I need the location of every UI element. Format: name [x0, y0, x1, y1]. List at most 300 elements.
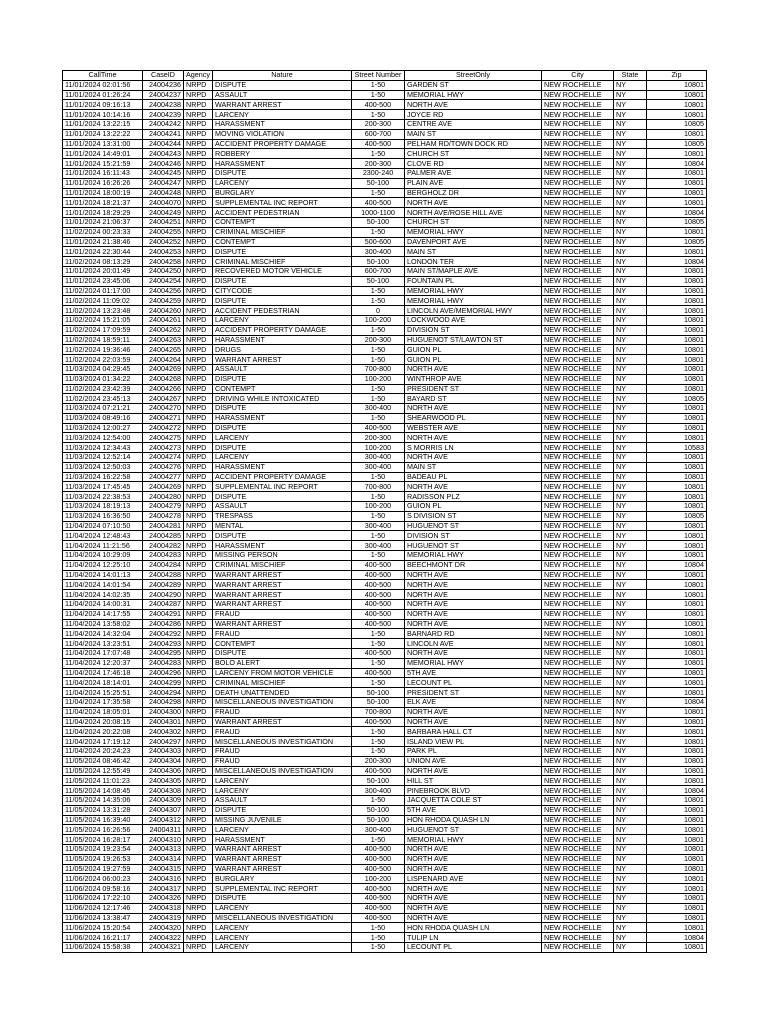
cell-street-only: LECOUNT PL	[405, 678, 542, 688]
cell-agency: NRPD	[184, 913, 213, 923]
cell-agency: NRPD	[184, 355, 213, 365]
cell-street-number: 1-50	[352, 746, 405, 756]
cell-zip: 10801	[647, 325, 707, 335]
cell-city: NEW ROCHELLE	[542, 413, 614, 423]
cell-nature: LARCENY	[213, 315, 352, 325]
cell-calltime: 11/05/2024 16:28:17	[63, 835, 143, 845]
cell-street-number: 50-100	[352, 776, 405, 786]
cell-calltime: 11/01/2024 02:01:56	[63, 80, 143, 90]
cell-street-only: CLOVE RD	[405, 159, 542, 169]
cell-calltime: 11/05/2024 12:55:49	[63, 766, 143, 776]
cell-state: NY	[614, 903, 647, 913]
cell-city: NEW ROCHELLE	[542, 306, 614, 316]
cell-calltime: 11/05/2024 08:46:42	[63, 756, 143, 766]
cell-street-number: 1-50	[352, 188, 405, 198]
header-state: State	[614, 71, 647, 81]
cell-zip: 10801	[647, 502, 707, 512]
cell-zip: 10801	[647, 795, 707, 805]
cell-caseid: 24004300	[143, 707, 184, 717]
cell-zip: 10801	[647, 590, 707, 600]
cell-agency: NRPD	[184, 844, 213, 854]
cell-zip: 10805	[647, 237, 707, 247]
cell-agency: NRPD	[184, 923, 213, 933]
table-row	[63, 844, 707, 854]
cell-street-number: 300-400	[352, 247, 405, 257]
cell-agency: NRPD	[184, 502, 213, 512]
cell-calltime: 11/04/2024 12:25:10	[63, 560, 143, 570]
cell-agency: NRPD	[184, 492, 213, 502]
cell-street-only: MEMORIAL HWY	[405, 296, 542, 306]
cell-state: NY	[614, 266, 647, 276]
cell-zip: 10801	[647, 286, 707, 296]
cell-state: NY	[614, 364, 647, 374]
cell-street-only: BEECHMONT DR	[405, 560, 542, 570]
table-row	[63, 727, 707, 737]
cell-agency: NRPD	[184, 335, 213, 345]
header-agency: Agency	[184, 71, 213, 81]
cell-agency: NRPD	[184, 854, 213, 864]
cell-street-only: NORTH AVE	[405, 198, 542, 208]
header-nature: Nature	[213, 71, 352, 81]
cell-state: NY	[614, 521, 647, 531]
cell-agency: NRPD	[184, 119, 213, 129]
cell-street-only: NORTH AVE	[405, 619, 542, 629]
cell-calltime: 11/06/2024 17:22:10	[63, 893, 143, 903]
table-row	[63, 364, 707, 374]
cell-street-number: 500-600	[352, 237, 405, 247]
cell-street-only: DIVISION ST	[405, 325, 542, 335]
cell-caseid: 24004295	[143, 649, 184, 659]
cell-street-only: MEMORIAL HWY	[405, 227, 542, 237]
cell-state: NY	[614, 129, 647, 139]
cell-caseid: 24004294	[143, 688, 184, 698]
cell-zip: 10801	[647, 835, 707, 845]
cell-caseid: 24004243	[143, 149, 184, 159]
cell-nature: ACCIDENT PROPERTY DAMAGE	[213, 325, 352, 335]
table-row	[63, 129, 707, 139]
cell-zip: 10801	[647, 462, 707, 472]
cell-street-only: LONDON TER	[405, 257, 542, 267]
table-row	[63, 825, 707, 835]
cell-zip: 10801	[647, 737, 707, 747]
cell-calltime: 11/04/2024 18:14:01	[63, 678, 143, 688]
cell-nature: HARASSMENT	[213, 159, 352, 169]
cell-nature: DISPUTE	[213, 649, 352, 659]
cell-street-only: NORTH AVE	[405, 482, 542, 492]
cell-nature: BOLO ALERT	[213, 658, 352, 668]
cell-city: NEW ROCHELLE	[542, 668, 614, 678]
table-row	[63, 208, 707, 218]
cell-caseid: 24004296	[143, 668, 184, 678]
cell-street-number: 1-50	[352, 345, 405, 355]
cell-caseid: 24004288	[143, 570, 184, 580]
cell-street-only: LINCOLN AVE	[405, 639, 542, 649]
table-row	[63, 649, 707, 659]
cell-calltime: 11/06/2024 06:00:23	[63, 874, 143, 884]
cell-caseid: 24004285	[143, 531, 184, 541]
cell-agency: NRPD	[184, 364, 213, 374]
cell-state: NY	[614, 404, 647, 414]
cell-nature: SUPPLEMENTAL INC REPORT	[213, 198, 352, 208]
cell-zip: 10801	[647, 374, 707, 384]
cell-city: NEW ROCHELLE	[542, 737, 614, 747]
cell-agency: NRPD	[184, 394, 213, 404]
table-row	[63, 668, 707, 678]
cell-calltime: 11/04/2024 14:01:54	[63, 580, 143, 590]
cell-city: NEW ROCHELLE	[542, 658, 614, 668]
cell-street-only: S MORRIS LN	[405, 443, 542, 453]
cell-street-number: 50-100	[352, 257, 405, 267]
cell-nature: ACCIDENT PROPERTY DAMAGE	[213, 472, 352, 482]
cell-city: NEW ROCHELLE	[542, 119, 614, 129]
cell-calltime: 11/05/2024 19:27:59	[63, 864, 143, 874]
cell-street-only: NORTH AVE	[405, 590, 542, 600]
cell-zip: 10801	[647, 609, 707, 619]
cell-calltime: 11/04/2024 18:05:01	[63, 707, 143, 717]
cell-nature: LARCENY	[213, 110, 352, 120]
table-row	[63, 374, 707, 384]
table-row	[63, 198, 707, 208]
cell-street-number: 200-300	[352, 335, 405, 345]
cell-nature: WARRANT ARREST	[213, 854, 352, 864]
cell-caseid: 24004236	[143, 80, 184, 90]
cell-state: NY	[614, 795, 647, 805]
cell-calltime: 11/03/2024 16:22:58	[63, 472, 143, 482]
cell-state: NY	[614, 923, 647, 933]
cell-agency: NRPD	[184, 815, 213, 825]
cell-zip: 10801	[647, 178, 707, 188]
cell-agency: NRPD	[184, 159, 213, 169]
cell-nature: LARCENY	[213, 453, 352, 463]
cell-city: NEW ROCHELLE	[542, 374, 614, 384]
cell-street-only: MEMORIAL HWY	[405, 90, 542, 100]
cell-nature: FRAUD	[213, 707, 352, 717]
cell-agency: NRPD	[184, 217, 213, 227]
cell-state: NY	[614, 698, 647, 708]
cell-city: NEW ROCHELLE	[542, 551, 614, 561]
header-caseid: CaseID	[143, 71, 184, 81]
cell-agency: NRPD	[184, 541, 213, 551]
cell-nature: WARRANT ARREST	[213, 619, 352, 629]
table-row	[63, 237, 707, 247]
cell-street-number: 300-400	[352, 453, 405, 463]
cell-state: NY	[614, 913, 647, 923]
cell-zip: 10801	[647, 306, 707, 316]
cell-zip: 10801	[647, 276, 707, 286]
cell-nature: DISPUTE	[213, 296, 352, 306]
cell-caseid: 24004244	[143, 139, 184, 149]
cell-caseid: 24004273	[143, 443, 184, 453]
cell-state: NY	[614, 884, 647, 894]
table-row	[63, 521, 707, 531]
cell-calltime: 11/03/2024 12:00:27	[63, 423, 143, 433]
cell-agency: NRPD	[184, 570, 213, 580]
cell-state: NY	[614, 413, 647, 423]
cell-agency: NRPD	[184, 384, 213, 394]
cell-street-number: 1-50	[352, 149, 405, 159]
cell-state: NY	[614, 844, 647, 854]
cell-nature: HARASSMENT	[213, 835, 352, 845]
table-row	[63, 893, 707, 903]
cell-street-number: 400-500	[352, 560, 405, 570]
cell-street-number: 400-500	[352, 854, 405, 864]
cell-street-only: MAIN ST/MAPLE AVE	[405, 266, 542, 276]
cell-street-only: PRESIDENT ST	[405, 384, 542, 394]
cell-state: NY	[614, 188, 647, 198]
cell-calltime: 11/01/2024 13:22:22	[63, 129, 143, 139]
cell-nature: SUPPLEMENTAL INC REPORT	[213, 482, 352, 492]
cell-street-only: NORTH AVE	[405, 717, 542, 727]
table-row	[63, 355, 707, 365]
cell-zip: 10801	[647, 541, 707, 551]
cell-street-only: NORTH AVE	[405, 100, 542, 110]
cell-city: NEW ROCHELLE	[542, 942, 614, 952]
cell-agency: NRPD	[184, 237, 213, 247]
cell-caseid: 24004326	[143, 893, 184, 903]
cell-zip: 10801	[647, 658, 707, 668]
cell-calltime: 11/04/2024 14:00:31	[63, 600, 143, 610]
cell-city: NEW ROCHELLE	[542, 776, 614, 786]
cell-street-number: 50-100	[352, 217, 405, 227]
cell-caseid: 24004271	[143, 413, 184, 423]
cell-state: NY	[614, 864, 647, 874]
cell-caseid: 24004237	[143, 90, 184, 100]
cell-city: NEW ROCHELLE	[542, 482, 614, 492]
cell-state: NY	[614, 580, 647, 590]
table-row	[63, 492, 707, 502]
cell-state: NY	[614, 893, 647, 903]
table-row	[63, 756, 707, 766]
cell-state: NY	[614, 531, 647, 541]
cell-zip: 10804	[647, 560, 707, 570]
cell-city: NEW ROCHELLE	[542, 472, 614, 482]
cell-city: NEW ROCHELLE	[542, 756, 614, 766]
cell-calltime: 11/03/2024 22:38:53	[63, 492, 143, 502]
cell-nature: DISPUTE	[213, 893, 352, 903]
cell-calltime: 11/01/2024 23:45:06	[63, 276, 143, 286]
cell-zip: 10801	[647, 188, 707, 198]
cell-street-only: LISPENARD AVE	[405, 874, 542, 884]
cell-street-only: NORTH AVE	[405, 570, 542, 580]
cell-nature: HARASSMENT	[213, 541, 352, 551]
cell-agency: NRPD	[184, 795, 213, 805]
cell-state: NY	[614, 482, 647, 492]
cell-street-only: RADISSON PLZ	[405, 492, 542, 502]
cell-caseid: 24004253	[143, 247, 184, 257]
cell-street-only: BAYARD ST	[405, 394, 542, 404]
cell-street-number: 1-50	[352, 639, 405, 649]
table-row	[63, 903, 707, 913]
cell-state: NY	[614, 453, 647, 463]
table-row	[63, 541, 707, 551]
cell-calltime: 11/04/2024 14:17:55	[63, 609, 143, 619]
cell-zip: 10801	[647, 364, 707, 374]
cell-zip: 10801	[647, 227, 707, 237]
cell-street-number: 200-300	[352, 756, 405, 766]
cell-caseid: 24004264	[143, 355, 184, 365]
cell-agency: NRPD	[184, 100, 213, 110]
cell-caseid: 24004308	[143, 786, 184, 796]
table-row	[63, 835, 707, 845]
cell-city: NEW ROCHELLE	[542, 541, 614, 551]
cell-zip: 10801	[647, 884, 707, 894]
cell-street-only: HON RHODA QUASH LN	[405, 815, 542, 825]
cell-nature: DISPUTE	[213, 805, 352, 815]
cell-calltime: 11/01/2024 16:26:26	[63, 178, 143, 188]
table-row	[63, 884, 707, 894]
cell-calltime: 11/01/2024 16:11:43	[63, 168, 143, 178]
cell-state: NY	[614, 208, 647, 218]
cell-state: NY	[614, 835, 647, 845]
cell-calltime: 11/03/2024 12:34:43	[63, 443, 143, 453]
cell-agency: NRPD	[184, 80, 213, 90]
cell-nature: LARCENY	[213, 903, 352, 913]
table-row	[63, 570, 707, 580]
cell-street-number: 400-500	[352, 423, 405, 433]
table-row	[63, 168, 707, 178]
cell-city: NEW ROCHELLE	[542, 462, 614, 472]
cell-agency: NRPD	[184, 717, 213, 727]
cell-agency: NRPD	[184, 315, 213, 325]
cell-state: NY	[614, 149, 647, 159]
table-row	[63, 257, 707, 267]
cell-agency: NRPD	[184, 374, 213, 384]
cell-calltime: 11/02/2024 11:09:02	[63, 296, 143, 306]
cell-zip: 10805	[647, 139, 707, 149]
cell-street-only: LOCKWOOD AVE	[405, 315, 542, 325]
cell-state: NY	[614, 306, 647, 316]
cell-nature: CRIMINAL MISCHIEF	[213, 227, 352, 237]
cell-state: NY	[614, 286, 647, 296]
cell-caseid: 24004276	[143, 462, 184, 472]
table-row	[63, 590, 707, 600]
cell-street-number: 600-700	[352, 129, 405, 139]
cell-city: NEW ROCHELLE	[542, 384, 614, 394]
cell-caseid: 24004251	[143, 217, 184, 227]
cell-street-only: HON RHODA QUASH LN	[405, 923, 542, 933]
cell-street-only: CHURCH ST	[405, 217, 542, 227]
cell-city: NEW ROCHELLE	[542, 688, 614, 698]
cell-nature: DISPUTE	[213, 247, 352, 257]
cell-calltime: 11/04/2024 17:07:48	[63, 649, 143, 659]
cell-street-only: CENTRE AVE	[405, 119, 542, 129]
table-row	[63, 315, 707, 325]
cell-street-only: PALMER AVE	[405, 168, 542, 178]
cell-agency: NRPD	[184, 756, 213, 766]
cell-city: NEW ROCHELLE	[542, 874, 614, 884]
cell-caseid: 24004287	[143, 600, 184, 610]
table-row	[63, 413, 707, 423]
header-street-only: StreetOnly	[405, 71, 542, 81]
cell-calltime: 11/02/2024 01:17:00	[63, 286, 143, 296]
cell-state: NY	[614, 257, 647, 267]
cell-state: NY	[614, 296, 647, 306]
cell-city: NEW ROCHELLE	[542, 884, 614, 894]
cell-nature: WARRANT ARREST	[213, 570, 352, 580]
cell-calltime: 11/03/2024 04:29:45	[63, 364, 143, 374]
cell-city: NEW ROCHELLE	[542, 208, 614, 218]
cell-street-only: NORTH AVE/ROSE HILL AVE	[405, 208, 542, 218]
cell-calltime: 11/04/2024 13:58:02	[63, 619, 143, 629]
cell-street-only: SHEARWOOD PL	[405, 413, 542, 423]
cell-city: NEW ROCHELLE	[542, 443, 614, 453]
table-row	[63, 90, 707, 100]
cell-calltime: 11/05/2024 11:01:23	[63, 776, 143, 786]
table-row	[63, 864, 707, 874]
cell-caseid: 24004291	[143, 609, 184, 619]
cell-agency: NRPD	[184, 884, 213, 894]
cell-nature: ACCIDENT PROPERTY DAMAGE	[213, 139, 352, 149]
cell-street-number: 400-500	[352, 198, 405, 208]
table-row	[63, 942, 707, 952]
cell-calltime: 11/03/2024 12:54:00	[63, 433, 143, 443]
cell-zip: 10801	[647, 129, 707, 139]
cell-street-number: 400-500	[352, 884, 405, 894]
cell-agency: NRPD	[184, 188, 213, 198]
cell-calltime: 11/01/2024 18:00:19	[63, 188, 143, 198]
cell-street-only: GARDEN ST	[405, 80, 542, 90]
cell-zip: 10801	[647, 854, 707, 864]
cell-caseid: 24004275	[143, 433, 184, 443]
cell-caseid: 24004249	[143, 208, 184, 218]
cell-zip: 10801	[647, 923, 707, 933]
table-row	[63, 560, 707, 570]
cell-city: NEW ROCHELLE	[542, 257, 614, 267]
cell-city: NEW ROCHELLE	[542, 844, 614, 854]
cell-nature: DEATH UNATTENDED	[213, 688, 352, 698]
cell-street-number: 400-500	[352, 139, 405, 149]
cell-city: NEW ROCHELLE	[542, 237, 614, 247]
cell-state: NY	[614, 668, 647, 678]
cell-street-only: BARBARA HALL CT	[405, 727, 542, 737]
cell-nature: CONTEMPT	[213, 237, 352, 247]
cell-agency: NRPD	[184, 942, 213, 952]
cell-city: NEW ROCHELLE	[542, 394, 614, 404]
cell-nature: DISPUTE	[213, 423, 352, 433]
cell-city: NEW ROCHELLE	[542, 609, 614, 619]
cell-caseid: 24004320	[143, 923, 184, 933]
cell-street-only: ISLAND VIEW PL	[405, 737, 542, 747]
cell-street-only: MAIN ST	[405, 129, 542, 139]
cell-agency: NRPD	[184, 511, 213, 521]
cell-agency: NRPD	[184, 325, 213, 335]
cell-agency: NRPD	[184, 619, 213, 629]
cell-city: NEW ROCHELLE	[542, 227, 614, 237]
cell-nature: LARCENY	[213, 786, 352, 796]
table-row	[63, 159, 707, 169]
cell-nature: SUPPLEMENTAL INC REPORT	[213, 884, 352, 894]
cell-street-number: 400-500	[352, 100, 405, 110]
cell-street-only: NORTH AVE	[405, 913, 542, 923]
cell-calltime: 11/04/2024 17:19:12	[63, 737, 143, 747]
cell-city: NEW ROCHELLE	[542, 717, 614, 727]
cell-city: NEW ROCHELLE	[542, 453, 614, 463]
table-row	[63, 110, 707, 120]
cell-street-only: JACQUETTA COLE ST	[405, 795, 542, 805]
cell-street-number: 700-800	[352, 707, 405, 717]
cell-street-number: 1-50	[352, 394, 405, 404]
cell-zip: 10801	[647, 110, 707, 120]
cell-city: NEW ROCHELLE	[542, 149, 614, 159]
cell-caseid: 24004293	[143, 639, 184, 649]
cell-street-only: DIVISION ST	[405, 531, 542, 541]
cell-zip: 10801	[647, 864, 707, 874]
cell-zip: 10801	[647, 707, 707, 717]
cell-nature: DISPUTE	[213, 168, 352, 178]
cell-street-number: 1-50	[352, 923, 405, 933]
cell-city: NEW ROCHELLE	[542, 511, 614, 521]
table-row	[63, 217, 707, 227]
